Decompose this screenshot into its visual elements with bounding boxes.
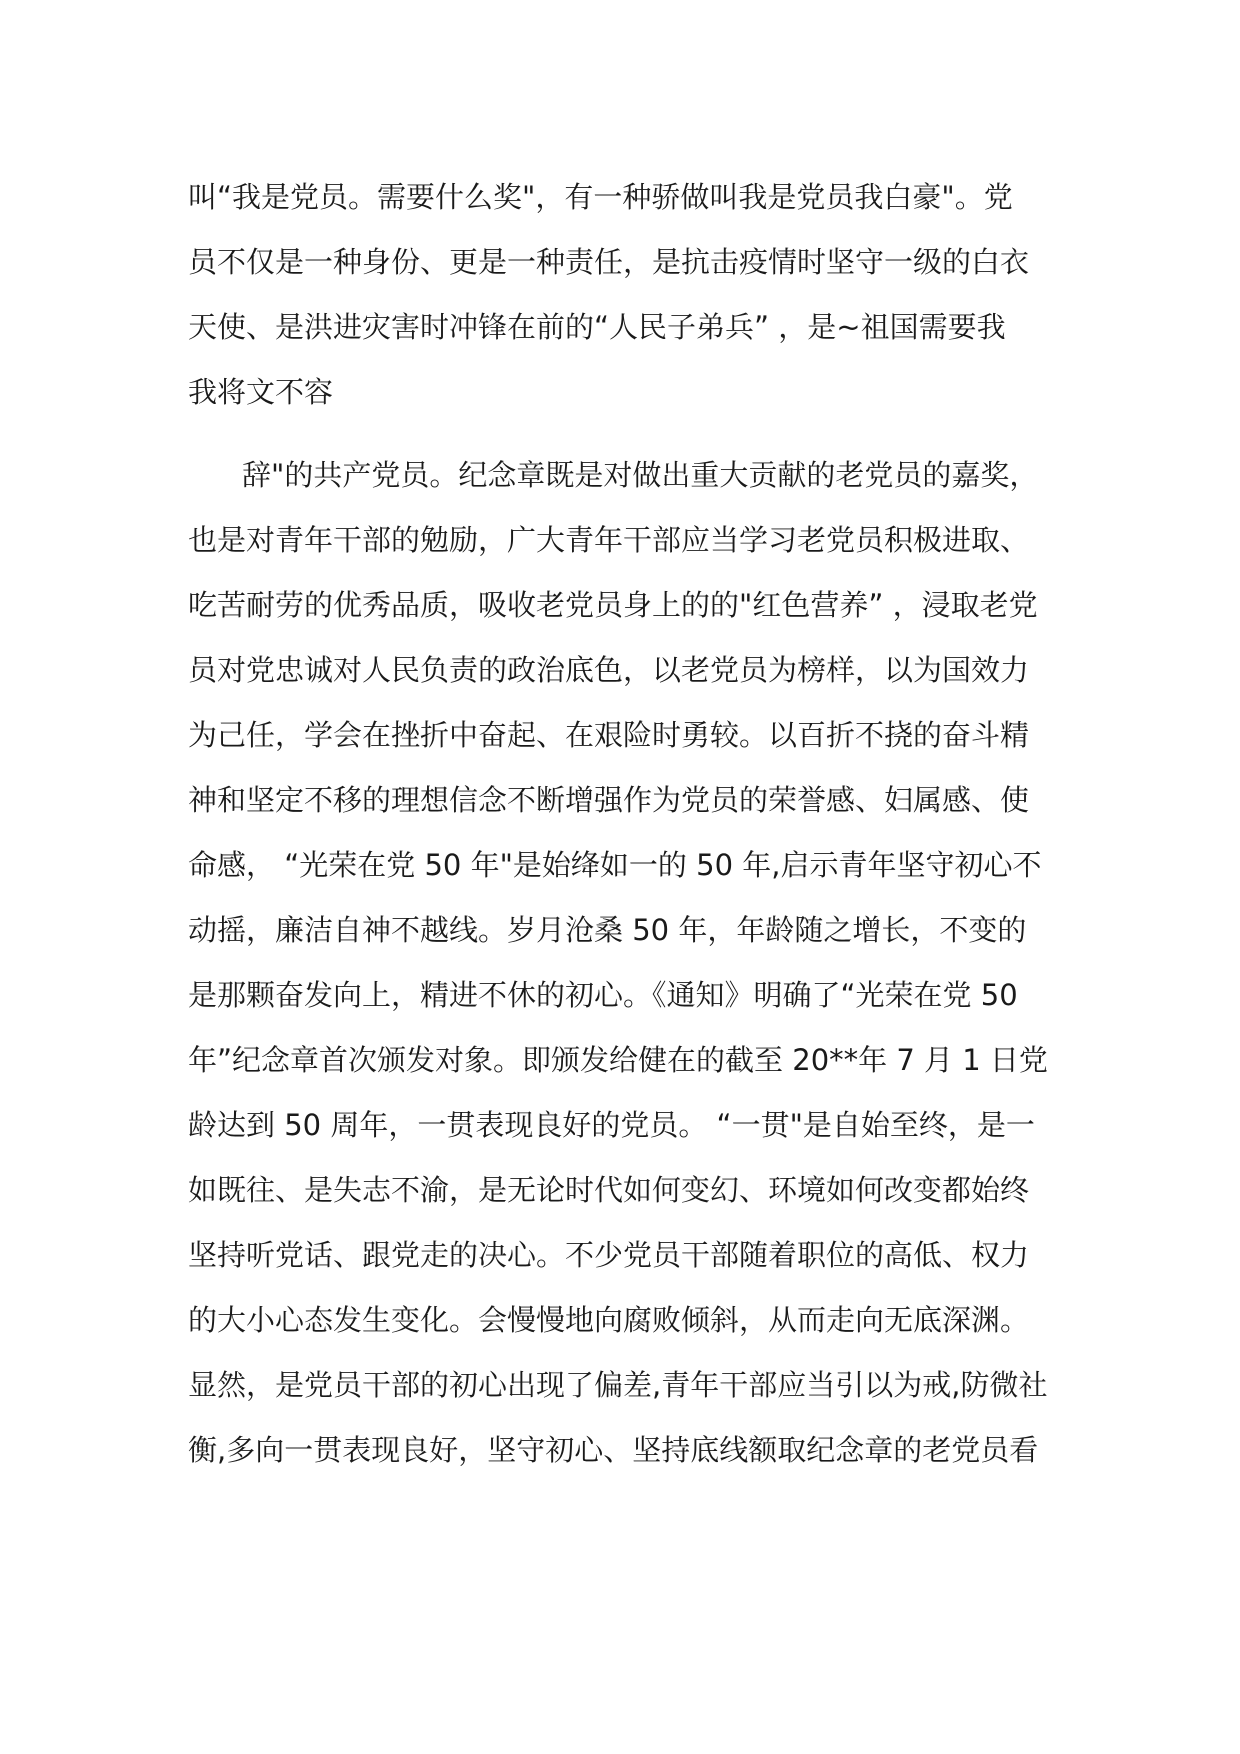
paragraph-line: 员对党忠诚对人民负责的政治底色，以老党员为榜样，以为国效力 (188, 653, 1030, 687)
paragraph-line: 是那颗奋发向上，精进不休的初心。《通知》明确了“光荣在党 50 (188, 978, 1018, 1012)
paragraph-line: 显然，是党员干部的初心出现了偏差,青年干部应当引以为戒,防微社 (188, 1368, 1048, 1402)
paragraph-line: 也是对青年干部的勉励，广大青年干部应当学习老党员积极进取、 (188, 523, 1030, 557)
paragraph-2 (188, 443, 1058, 1483)
paragraph-1 (188, 165, 1058, 425)
paragraph-line: 为己任，学会在挫折中奋起、在艰险时勇较。以百折不挠的奋斗精 (188, 718, 1030, 752)
paragraph-line: 坚持听党话、跟党走的决心。不少党员干部随着职位的高低、权力 (188, 1238, 1030, 1272)
paragraph-line: 吃苦耐劳的优秀品质，吸收老党员身上的的"红色营养” ，浸取老党 (188, 588, 1038, 622)
paragraph-line: 如既往、是失志不渝，是无论时代如何变幻、环境如何改变都始终 (188, 1173, 1030, 1207)
paragraph-line: 动摇，廉洁自神不越线。岁月沧桑 50 年，年龄随之增长，不变的 (188, 913, 1027, 947)
paragraph-line: 辞"的共产党员。纪念章既是对做出重大贡献的老党员的嘉奖， (242, 458, 1039, 492)
paragraph-line: 龄达到 50 周年，一贯表现良好的党员。 “一贯"是自始至终，是一 (188, 1108, 1035, 1142)
paragraph-line: 天使、是洪进灾害时冲锋在前的“人民子弟兵” ，是~祖国需要我 (188, 310, 1006, 344)
paragraph-line: 的大小心态发生变化。会慢慢地向腐败倾斜，从而走向无底深渊。 (188, 1303, 1030, 1337)
paragraph-line: 衡,多向一贯表现良好，坚守初心、坚持底线额取纪念章的老党员看 (188, 1433, 1039, 1467)
paragraph-line: 年”纪念章首次颁发对象。即颁发给健在的截至 20**年 7 月 1 日党 (188, 1043, 1048, 1077)
paragraph-line: 神和坚定不移的理想信念不断增强作为党员的荣誉感、妇属感、使 (188, 783, 1030, 817)
paragraph-line: 命感， “光荣在党 50 年"是始绛如一的 50 年,启示青年坚守初心不 (188, 848, 1042, 882)
paragraph-line: 叫“我是党员。需要什么奖"，有一种骄做叫我是党员我白豪"。党 (188, 180, 1013, 214)
paragraph-line: 我将文不容 (188, 375, 334, 409)
paragraph-line: 员不仅是一种身份、更是一种责任，是抗击疫情时坚守一级的白衣 (188, 245, 1030, 279)
